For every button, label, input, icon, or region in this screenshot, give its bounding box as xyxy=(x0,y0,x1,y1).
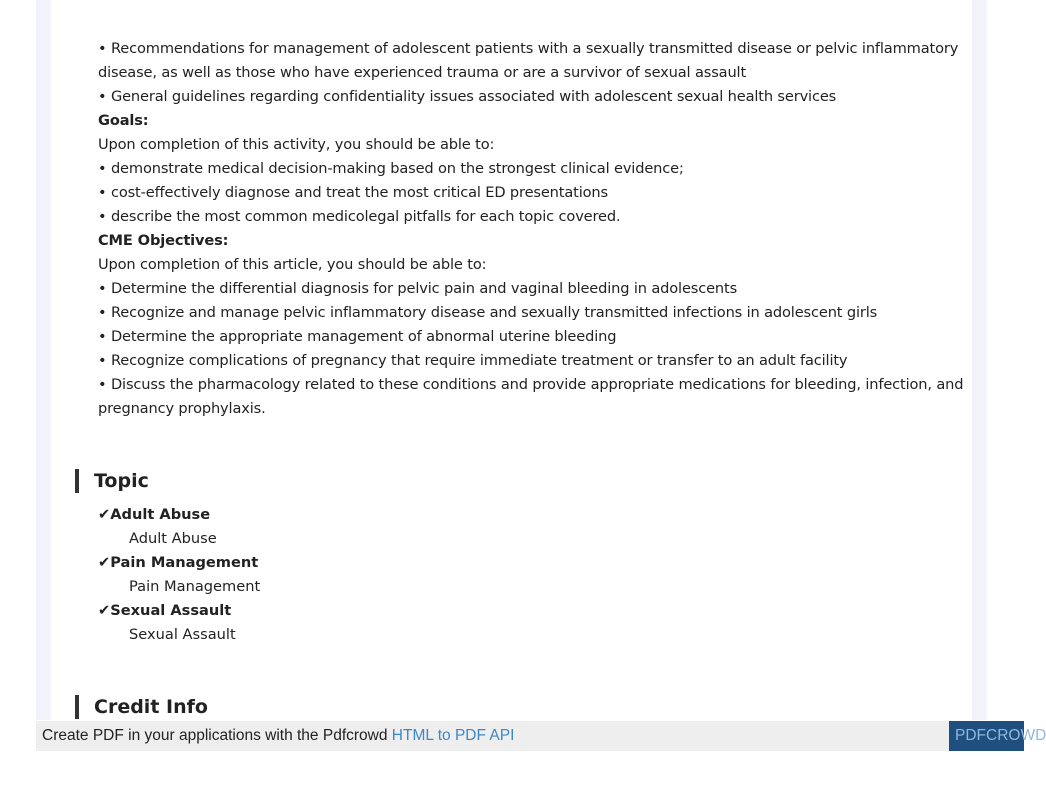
topic-item-sexual-assault: ✔Sexual Assault xyxy=(98,602,232,619)
cme-objectives-intro: Upon completion of this article, you should be able to: xyxy=(98,256,487,273)
article-body xyxy=(98,37,966,421)
page-margin-right xyxy=(972,0,987,720)
goal-item: • describe the most common medicolegal pitfalls for each topic covered. xyxy=(98,208,621,225)
cme-objective-item: • Recognize and manage pelvic inflammatory disease and sexually transmitted infections in adolescent girls xyxy=(98,304,878,321)
goals-intro: Upon completion of this activity, you should be able to: xyxy=(98,136,495,153)
description-line: • Recommendations for management of adolescent patients with a sexually transmitted disease or pelvic inflammatory disease, as well as those who have experienced trauma or are a survivor of sexual assault xyxy=(98,40,959,81)
goal-item: • cost-effectively diagnose and treat the most critical ED presentations xyxy=(98,184,608,201)
page-margin-left xyxy=(36,0,51,720)
html-to-pdf-link[interactable]: HTML to PDF API xyxy=(391,727,515,744)
cme-objective-item: • Recognize complications of pregnancy that require immediate treatment or transfer to an adult facility xyxy=(98,352,848,369)
topic-subitem-pain-management: Pain Management xyxy=(129,578,261,595)
topic-list xyxy=(98,503,260,647)
cme-objectives-heading: CME Objectives: xyxy=(98,232,229,249)
pdf-footer-bar xyxy=(36,721,949,751)
topic-item-adult-abuse: ✔Adult Abuse xyxy=(98,506,211,523)
cme-objective-item: • Discuss the pharmacology related to these conditions and provide appropriate medications for bleeding, infection, and pregnancy prophylaxis. xyxy=(98,376,964,417)
cme-objective-item: • Determine the differential diagnosis for pelvic pain and vaginal bleeding in adolescents xyxy=(98,280,738,297)
cme-objective-item: • Determine the appropriate management of abnormal uterine bleeding xyxy=(98,328,617,345)
goal-item: • demonstrate medical decision-making based on the strongest clinical evidence; xyxy=(98,160,684,177)
topic-heading: Topic xyxy=(75,469,149,493)
description-line: • General guidelines regarding confidentiality issues associated with adolescent sexual health services xyxy=(98,88,837,105)
topic-item-pain-management: ✔Pain Management xyxy=(98,554,259,571)
credit-info-heading: Credit Info xyxy=(75,695,208,719)
footer-text: Create PDF in your applications with the Pdfcrowd xyxy=(42,727,388,744)
goals-heading: Goals: xyxy=(98,112,149,129)
topic-subitem-sexual-assault: Sexual Assault xyxy=(129,626,236,643)
pdfcrowd-brand-button[interactable]: PDFCROWD xyxy=(949,721,1024,751)
topic-subitem-adult-abuse: Adult Abuse xyxy=(129,530,217,547)
